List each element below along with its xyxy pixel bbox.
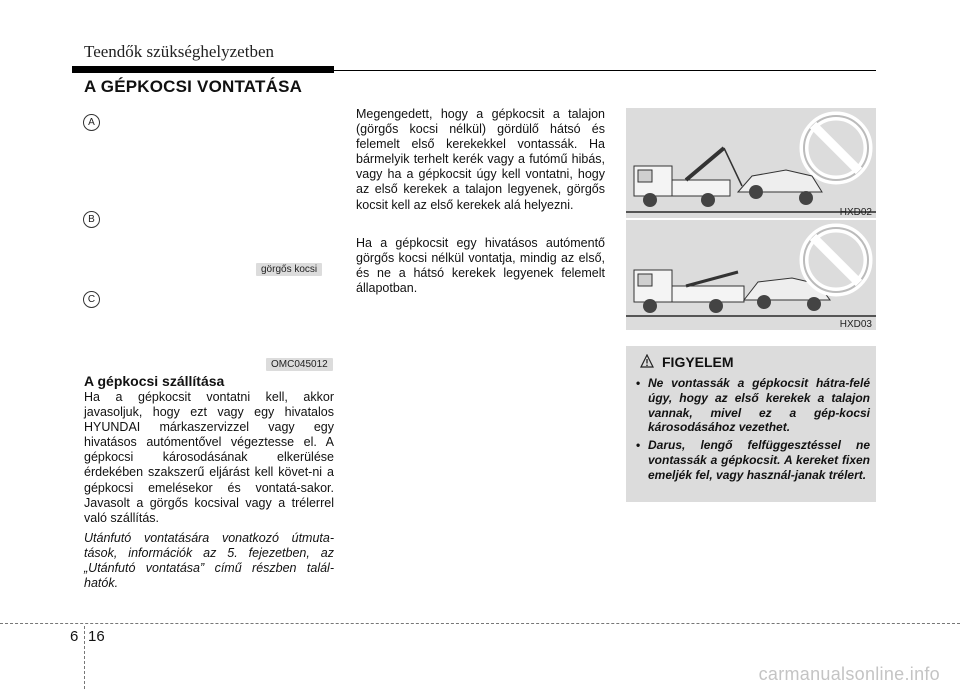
section-title: A GÉPKOCSI VONTATÁSA (84, 77, 303, 96)
warning-title: FIGYELEM (662, 354, 734, 370)
tow-illustration-2 (626, 220, 876, 330)
bullet-icon: • (636, 438, 641, 453)
header-bar (72, 66, 334, 73)
tow-illustration-1 (626, 108, 876, 218)
warning-item: • Ne vontassák a gépkocsit hátra-felé úgy, hogy az első kerekek a talajon vannak, mivel ez a gép-kocsi károsodásához vezethet. (636, 376, 870, 435)
middle-paragraph-1: Megengedett, hogy a gépkocsit a talajon (görgős kocsi nélkül) gördülő hátsó és felemelt első kerekekkel vontassák. Ha bármelyik terhelt kerék vagy a futómű hibás, vagy ha a gépkocsit úgy kell vontatni, hogy az első kerekek a talajon legyenek, görgős kocsit kell az első kerekek alá helyezni. (356, 107, 605, 212)
tow-truck-illustration (626, 108, 876, 218)
warning-list (634, 376, 870, 486)
footer-rule (0, 623, 960, 624)
header-rule (334, 70, 876, 71)
middle-paragraph-2: Ha a gépkocsit egy hivatásos autómentő görgős kocsi nélkül vontatja, mindig az első, és ne a hátsó kerekek legyenek felemelt állapotban. (356, 236, 605, 296)
footer-divider (84, 626, 85, 689)
left-italic-paragraph: Utánfutó vontatására vonatkozó útmuta-tások, információk az 5. fejezetben, az „Utánfutó vontatása” című részben talál-hatók. (84, 531, 334, 591)
flatbed-truck-illustration (626, 220, 876, 330)
dolly-label: görgős kocsi (256, 263, 322, 276)
warning-item: • Darus, lengő felfüggesztéssel ne vontassák a gépkocsit. A kereket fixen emeljék fel, vagy használ-janak trélert. (636, 438, 870, 482)
image2-code: HXD03 (839, 319, 872, 330)
chapter-title: Teendők szükséghelyzetben (84, 42, 274, 61)
towing-methods-figure (81, 108, 334, 373)
figure-label-c: C (83, 291, 100, 308)
page-number: 16 (88, 628, 105, 645)
figure-code: OMC045012 (266, 358, 333, 371)
bullet-icon: • (636, 376, 641, 390)
figure-label-a: A (83, 114, 100, 131)
image1-code: HXD02 (839, 207, 872, 218)
left-paragraph: Ha a gépkocsit vontatni kell, akkor javasoljuk, hogy ezt vagy egy hivatalos HYUNDAI márkaszervizzel vagy egy hivatásos autómentővel végeztesse el. A gépkocsi károsodásának elkerülése érdekében szakszerű eljárást kell követ-ni a gépkocsi emelésekor és vontatá-sakor. Javasolt a görgős kocsival vagy a trélerrel való szállítás. (84, 390, 334, 525)
figure-label-b: B (83, 211, 100, 228)
warning-box (626, 346, 876, 502)
subheading: A gépkocsi szállítása (84, 373, 225, 389)
warning-icon (640, 354, 654, 368)
chapter-number: 6 (70, 628, 79, 645)
watermark: carmanualsonline.info (758, 664, 940, 684)
